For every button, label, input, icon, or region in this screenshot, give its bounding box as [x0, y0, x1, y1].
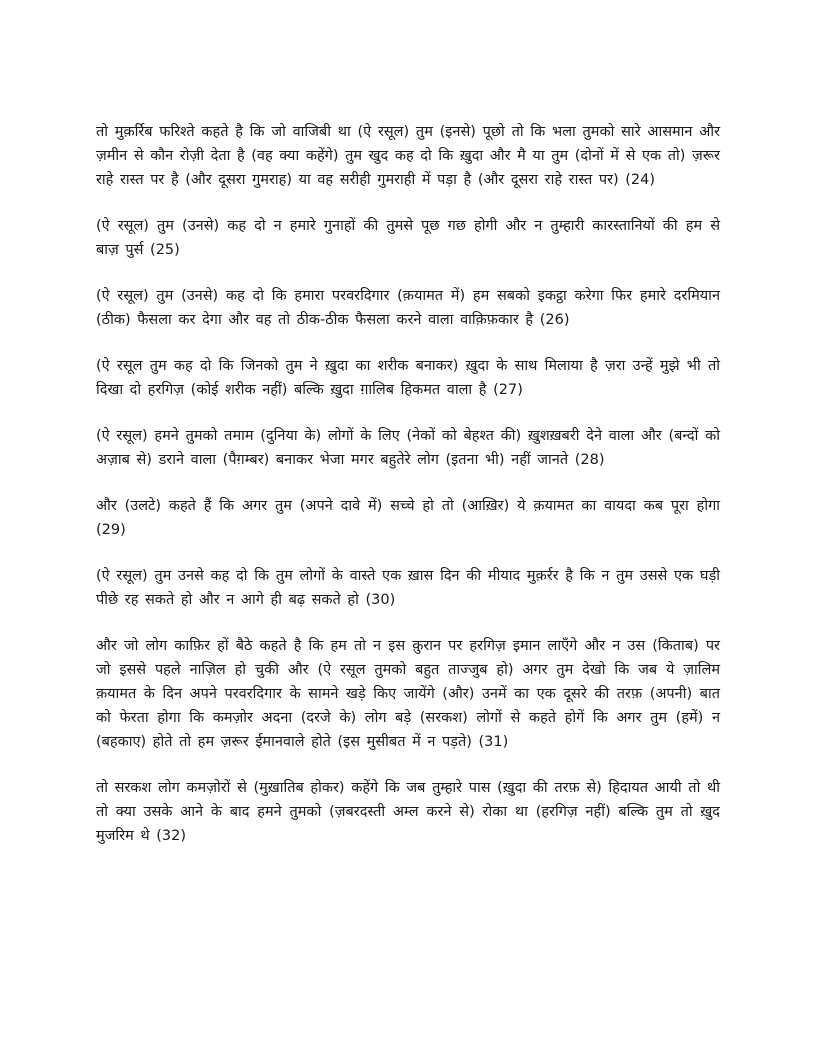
paragraph-verse-32: तो सरकश लोग कमज़ोरों से (मुख़ातिब होकर) कहेंगे कि जब तुम्हारे पास (ख़ुदा की तरफ़ से) हिदायत आयी तो थी तो क्या उसके आने के बाद हमने तुमको (ज़बरदस्ती अम्ल करने से) रोका था (हरगिज़ नहीं) बल्कि तुम तो ख़ुद मुजरिम थे (32) [96, 780, 720, 844]
paragraph-verse-31: और जो लोग काफ़िर हों बैठे कहते है कि हम तो न इस क़ुरान पर हरगिज़ इमान लाएँगे और न उस (किताब) पर जो इससे पहले नाज़िल हो चुकी और (ऐ रसूल तुमको बहुत ताज्जुब हो) अगर तुम देखो कि जब ये ज़ालिम क़यामत के दिन अपने परवरदिगार के सामने खड़े किए जायेंगे (और) उनमें का एक दूसरे की तरफ़ (अपनी) बात को फेरता होगा कि कमज़ोर अदना (दरजे के) लोग बड़े (सरकश) लोगों से कहते होगें कि अगर तुम (हमें) न (बहकाए) होते तो हम ज़रूर ईमानवाले होते (इस मुसीबत में न पड़ते) (31) [96, 638, 720, 750]
paragraph-verse-28: (ऐ रसूल) हमने तुमको तमाम (दुनिया के) लोगों के लिए (नेकों को बेहश्त की) ख़ुशख़बरी देने वाला और (बन्दों को अज़ाब से) डराने वाला (पैग़म्बर) बनाकर भेजा मगर बहुतेरे लोग (इतना भी) नहीं जानते (28) [96, 428, 720, 468]
paragraph-verse-30: (ऐ रसूल) तुम उनसे कह दो कि तुम लोगों के वास्ते एक ख़ास दिन की मीयाद मुक़र्रर है कि न तुम उससे एक घड़ी पीछे रह सकते हो और न आगे ही बढ़ सकते हो (30) [96, 568, 720, 608]
paragraph-verse-24: तो मुक़र्रिब फरिश्ते कहते है कि जो वाजिबी था (ऐ रसूल) तुम (इनसे) पूछो तो कि भला तुमको सारे आसमान और ज़मीन से कौन रोज़ी देता है (वह क्या कहेंगे) तुम खुद कह दो कि ख़ुदा और मै या तुम (दोनों में से एक तो) ज़रूर राहे रास्त पर है (और दूसरा गुमराह) या वह सरीही गुमराही में पड़ा है (और दूसरा राहे रास्त पर) (24) [96, 124, 720, 188]
paragraph-verse-26: (ऐ रसूल) तुम (उनसे) कह दो कि हमारा परवरदिगार (क़यामत में) हम सबको इकट्ठा करेगा फिर हमारे दरमियान (ठीक) फैसला कर देगा और वह तो ठीक-ठीक फैसला करने वाला वाक़िफ़कार है (26) [96, 288, 720, 328]
paragraph-verse-25: (ऐ रसूल) तुम (उनसे) कह दो न हमारे गुनाहों की तुमसे पूछ गछ होगी और न तुम्हारी कारस्तानियों की हम से बाज़ पुर्स (25) [96, 218, 720, 258]
paragraph-verse-29: और (उलटे) कहते हैं कि अगर तुम (अपने दावे में) सच्चे हो तो (आख़िर) ये क़यामत का वायदा कब पूरा होगा (29) [96, 498, 720, 538]
paragraph-verse-27: (ऐ रसूल तुम कह दो कि जिनको तुम ने ख़ुदा का शरीक बनाकर) ख़ुदा के साथ मिलाया है ज़रा उन्हें मुझे भी तो दिखा दो हरगिज़ (कोई शरीक नहीं) बल्कि ख़ुदा ग़ालिब हिकमत वाला है (27) [96, 358, 720, 398]
